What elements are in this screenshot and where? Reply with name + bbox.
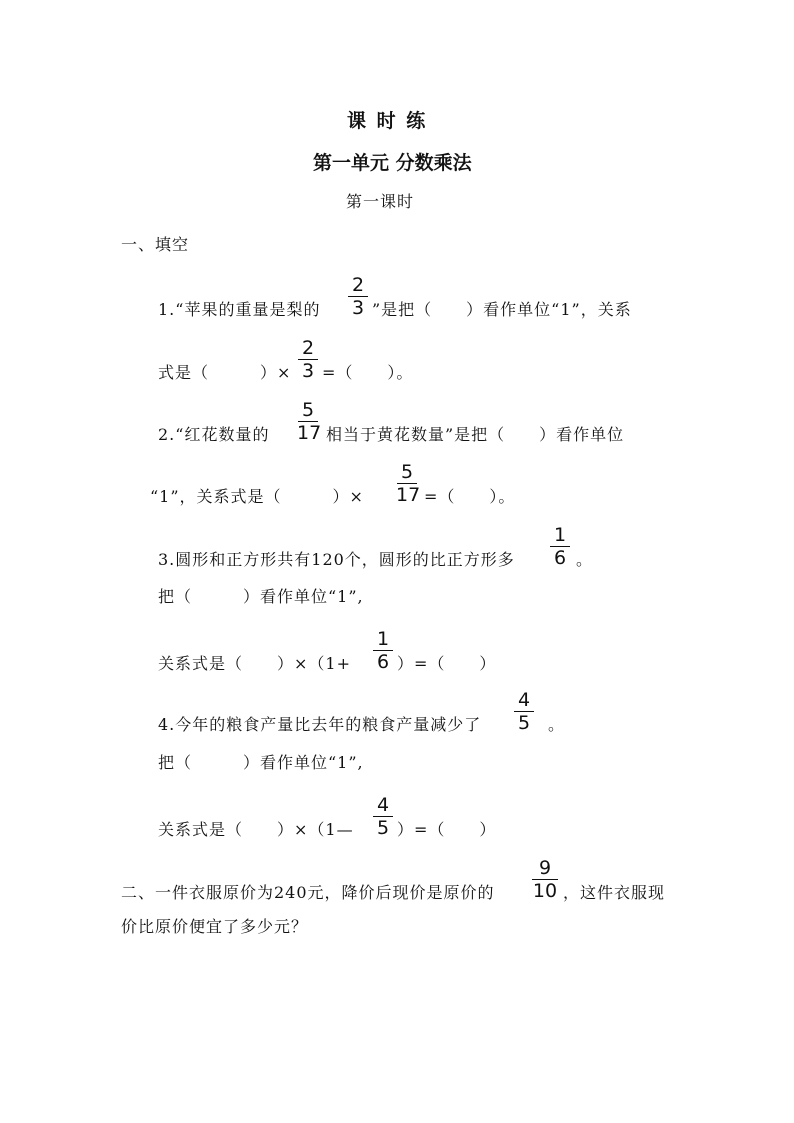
q2-line2-text-b: =（ ）。 xyxy=(424,487,516,506)
q3-line1-text-a: 3.圆形和正方形共有120个，圆形的比正方形多 xyxy=(158,550,515,569)
q2-fraction-1 xyxy=(297,399,322,444)
fraction-denominator: 5 xyxy=(376,817,390,839)
fraction-numerator: 5 xyxy=(301,399,315,421)
fraction-denominator: 10 xyxy=(532,880,558,902)
fraction-numerator: 9 xyxy=(538,857,552,879)
section2-line1-text-b: ，这件衣服现 xyxy=(563,883,666,902)
fraction-denominator: 17 xyxy=(297,422,322,444)
section-heading-fill-blank: 一、填空 xyxy=(121,235,190,254)
q1-fraction-2 xyxy=(297,337,319,382)
q1-line1-text-a: 1.“苹果的重量是梨的 xyxy=(158,300,321,319)
q1-line2-text-b: =（ ）。 xyxy=(322,363,414,382)
page-title: 课 时 练 xyxy=(347,110,428,132)
q3-line3-text-a: 关系式是（ ）×（1+ xyxy=(158,654,351,673)
fraction-numerator: 1 xyxy=(376,628,390,650)
fraction-denominator: 6 xyxy=(376,651,390,673)
fraction-numerator: 1 xyxy=(553,524,567,546)
q3-line1-text-b: 。 xyxy=(576,550,594,569)
q4-line1-text-b: 。 xyxy=(548,715,566,734)
q1-line1-text-b: ”是把（ ）看作单位“1”，关系 xyxy=(372,300,632,319)
section2-fraction xyxy=(531,857,559,902)
fraction-denominator: 3 xyxy=(351,297,365,319)
q2-line2-text-a: “1”，关系式是（ ）× xyxy=(150,487,364,506)
fraction-numerator: 4 xyxy=(517,689,531,711)
fraction-numerator: 4 xyxy=(376,794,390,816)
q4-fraction-2 xyxy=(372,794,394,839)
section2-line1-text-a: 二、一件衣服原价为240元，降价后现价是原价的 xyxy=(121,883,495,902)
lesson-title: 第一课时 xyxy=(346,192,415,211)
q4-line1-text-a: 4.今年的粮食产量比去年的粮食产量减少了 xyxy=(158,715,482,734)
q3-fraction-1 xyxy=(549,524,571,569)
q2-fraction-2 xyxy=(396,461,421,506)
fraction-numerator: 2 xyxy=(301,337,315,359)
fraction-denominator: 5 xyxy=(517,712,531,734)
q3-line3-text-b: ）=（ ） xyxy=(397,654,497,673)
fraction-numerator: 2 xyxy=(351,274,365,296)
q1-fraction-1 xyxy=(347,274,369,319)
q2-line1-text-b: 相当于黄花数量”是把（ ）看作单位 xyxy=(326,425,625,444)
fraction-numerator: 5 xyxy=(400,461,414,483)
fraction-denominator: 3 xyxy=(301,360,315,382)
fraction-denominator: 6 xyxy=(553,547,567,569)
q4-line2-text: 把（ ）看作单位“1”, xyxy=(158,753,364,772)
section2-line2-text: 价比原价便宜了多少元？ xyxy=(121,917,309,936)
q4-line3-text-b: ）=（ ） xyxy=(397,820,497,839)
q1-line2-text-a: 式是（ ）× xyxy=(158,363,292,382)
unit-title: 第一单元 分数乘法 xyxy=(313,152,472,174)
fraction-denominator: 17 xyxy=(396,484,421,506)
q2-line1-text-a: 2.“红花数量的 xyxy=(158,425,270,444)
q3-fraction-2 xyxy=(372,628,394,673)
q3-line2-text: 把（ ）看作单位“1”, xyxy=(158,587,364,606)
q4-line3-text-a: 关系式是（ ）×（1— xyxy=(158,820,354,839)
q4-fraction-1 xyxy=(513,689,535,734)
